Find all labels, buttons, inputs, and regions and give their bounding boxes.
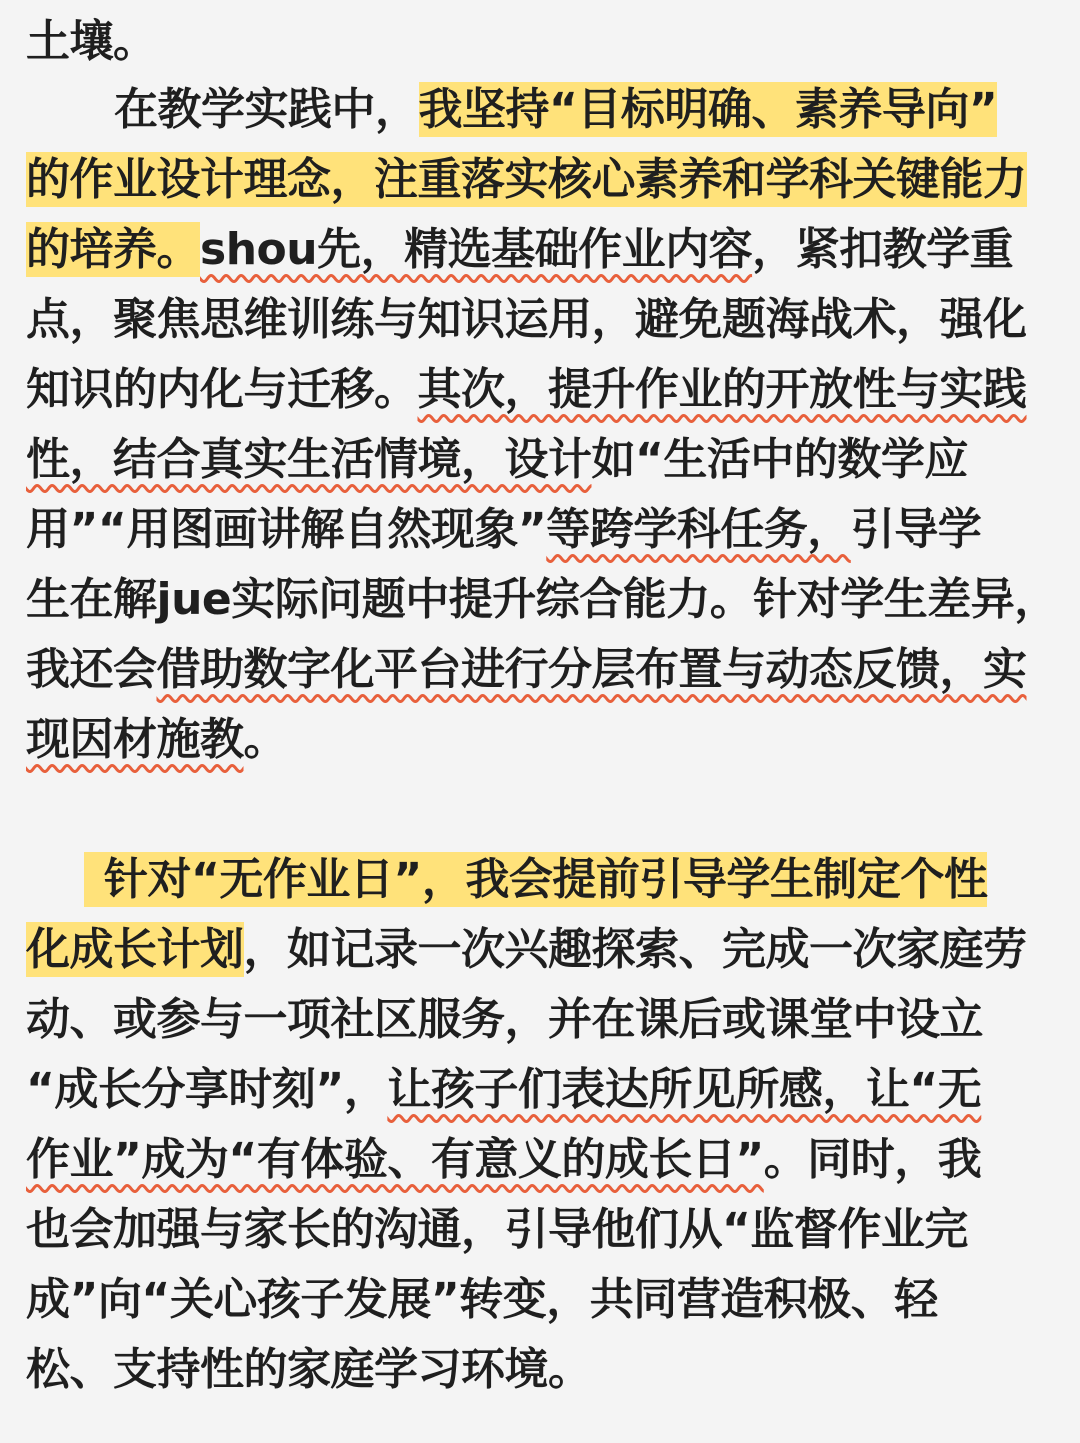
- wavy-underlined-text: 借助数字化平台进行分层布置与动态反馈，实: [156, 644, 1027, 695]
- highlighted-text: 化成长计划: [26, 924, 244, 975]
- wavy-underlined-text: 让孩子们表达所见所感，让“无: [387, 1064, 982, 1115]
- text-line: [26, 150, 1027, 210]
- text-segment: 生在解jue实际问题中提升综合能力。针对学生差异，: [26, 574, 1058, 625]
- text-line: [26, 220, 1013, 280]
- text-line: [26, 1200, 968, 1260]
- text-segment: 知识的内化与迁移。: [26, 364, 418, 415]
- text-line: [26, 1130, 981, 1190]
- text-line: [26, 1340, 592, 1400]
- text-line: [26, 12, 157, 72]
- text-line: [26, 920, 1027, 980]
- text-segment: 引导学: [850, 504, 982, 555]
- wavy-underlined-text: 现因材施教: [26, 714, 244, 765]
- text-segment: 动、或参与一项社区服务，并在课后或课堂中设立: [26, 994, 983, 1045]
- text-segment: 如“生活中的数学应: [591, 434, 968, 485]
- text-segment: ，如记录一次兴趣探索、完成一次家庭劳: [243, 924, 1027, 975]
- text-line: [26, 290, 1027, 350]
- text-segment: 。同时，我: [763, 1134, 982, 1185]
- text-segment: 也会加强与家长的沟通，引导他们从“监督作业完: [26, 1204, 968, 1255]
- text-segment: “成长分享时刻”，: [26, 1064, 388, 1115]
- text-line: [26, 80, 997, 140]
- text-line: [26, 710, 287, 770]
- text-segment: ，紧扣教学重: [752, 224, 1014, 275]
- text-segment: 点，聚焦思维训练与知识运用，避免题海战术，强化: [26, 294, 1027, 345]
- wavy-underlined-text: 等跨学科任务，: [546, 504, 851, 555]
- highlighted-text: 针对“无作业日”，我会提前引导学生制定个性: [84, 852, 987, 907]
- highlighted-text: 的作业设计理念，注重落实核心素养和学科关键能力: [26, 154, 1027, 205]
- text-line: [26, 500, 981, 560]
- text-segment: 。: [243, 714, 287, 765]
- text-segment: 松、支持性的家庭学习环境。: [26, 1344, 592, 1395]
- highlighted-text: 的培养。: [26, 224, 200, 275]
- text-segment: 土壤。: [26, 16, 157, 67]
- text-line: [26, 1060, 981, 1120]
- wavy-underlined-text: 其次，提升作业的开放性与实践: [417, 364, 1027, 415]
- text-line: [26, 430, 968, 490]
- text-segment: 成”向“关心孩子发展”转变，共同营造积极、轻: [26, 1274, 938, 1325]
- text-line: [26, 850, 987, 910]
- text-segment: 我还会: [26, 644, 157, 695]
- text-line: [26, 1270, 938, 1330]
- highlighted-text: 我坚持“目标明确、素养导向”: [418, 84, 998, 135]
- text-segment: 在教学实践中，: [114, 84, 419, 135]
- text-line: [26, 990, 983, 1050]
- wavy-underlined-text: 作业”成为“有体验、有意义的成长日”: [26, 1134, 764, 1185]
- text-segment: 用”“用图画讲解自然现象”: [26, 504, 547, 555]
- wavy-underlined-text: 性，结合真实生活情境，设计: [26, 434, 592, 485]
- text-line: [26, 360, 1027, 420]
- text-line: [26, 640, 1027, 700]
- text-line: [26, 570, 1058, 630]
- wavy-underlined-text: shou先，精选基础作业内容: [200, 224, 753, 275]
